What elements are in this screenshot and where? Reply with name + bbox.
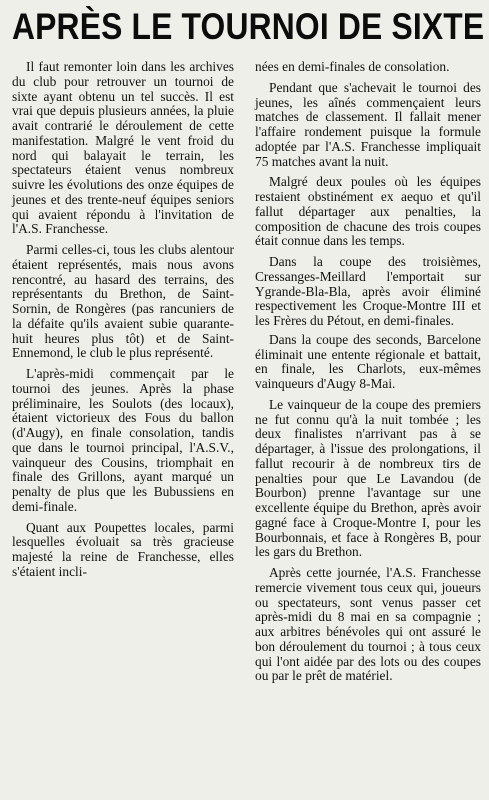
- paragraph: Après cette journée, l'A.S. Franchesse remercie vivement tous ceux qui, joueurs ou spectateurs, sont venus passer cet après-midi du 8 mai en sa compagnie ; aux arbitres bénévoles qui ont assuré le bon déroulement du tournoi ; à tous ceux qui l'ont aidée par des lots ou des coupes ou par le prêt de matériel.: [255, 565, 481, 684]
- headline: APRÈS LE TOURNOI DE SIXTE: [12, 6, 485, 47]
- right-column: [255, 60, 481, 688]
- paragraph: Pendant que s'achevait le tournoi des jeunes, les aînés commençaient leurs matches de classement. Il fallait mener l'affaire rondement puisque la formule adoptée par l'A.S. Franchesse impliquait 75 matches avant la nuit.: [255, 79, 481, 169]
- paragraph: Le vainqueur de la coupe des premiers ne fut connu qu'à la nuit tombée ; les deux finalistes n'arrivant pas à se départager, à l'issue des prolongations, il fallut recourir à de nombreux tirs de penalties pour que Le Lavandou (de Bourbon) prenne l'avantage sur une excellente équipe du Brethon, après avoir gagné face à Croque-Montre I, pour les Bourbonnais, et face à Rongères B, pour les gars du Brethon.: [255, 396, 481, 560]
- paragraph: Parmi celles-ci, tous les clubs alentour étaient représentés, mais nous avons rencontré, au hasard des terrains, des représentants du Brethon, de Saint-Sornin, de Rongères (pas rancuniers de la défaite qu'ils avaient subie quarante-huit heures plus tôt) et de Saint-Ennemond, le club le plus représenté.: [12, 242, 234, 361]
- paragraph: Il faut remonter loin dans les archives du club pour retrouver un tournoi de sixte ayant obtenu un tel succès. Il est vrai que depuis plusieurs années, la pluie avait contrarié le déroulement de cette manifestation. Malgré le vent froid du nord qui balayait le terrain, les spectateurs étaient venus nombreux suivre les évolutions des onze équipes de jeunes et des trente-neuf équipes seniors qui avaient répondu à l'invitation de l'A.S. Franchesse.: [12, 59, 234, 237]
- paragraph: Dans la coupe des troisièmes, Cressanges-Meillard l'emportait sur Ygrande-Bla-Bla, après avoir éliminé respectivement les Croque-Montre III et les Frères du Pétout, en demi-finales.: [255, 254, 481, 328]
- paragraph: Quant aux Poupettes locales, parmi lesquelles évoluait sa très gracieuse majesté la reine de Franchesse, elles s'étaient incli-: [12, 519, 234, 579]
- paragraph: Dans la coupe des seconds, Barcelone éliminait une entente régionale et battait, en finale, les Charlots, eux-mêmes vainqueurs d'Augy 8-Mai.: [255, 331, 481, 391]
- left-column: [12, 60, 234, 584]
- article-body: [12, 60, 479, 800]
- paragraph: L'après-midi commençait par le tournoi des jeunes. Après la phase préliminaire, les Soulots (des locaux), étaient victorieux des Fous du ballon (d'Augy), en finale consolation, tandis que dans le tournoi principal, l'A.S.V., vainqueur des Cousins, triomphait en finale des Grillons, ayant marqué un penalty de plus que les Bubussiens en demi-finale.: [12, 366, 234, 514]
- paragraph: Malgré deux poules où les équipes restaient obstinément ex aequo et qu'il fallut départager aux penalties, la composition de chacune des trois coupes était connue dans les temps.: [255, 174, 481, 249]
- paragraph-continuation: nées en demi-finales de consolation.: [255, 59, 450, 74]
